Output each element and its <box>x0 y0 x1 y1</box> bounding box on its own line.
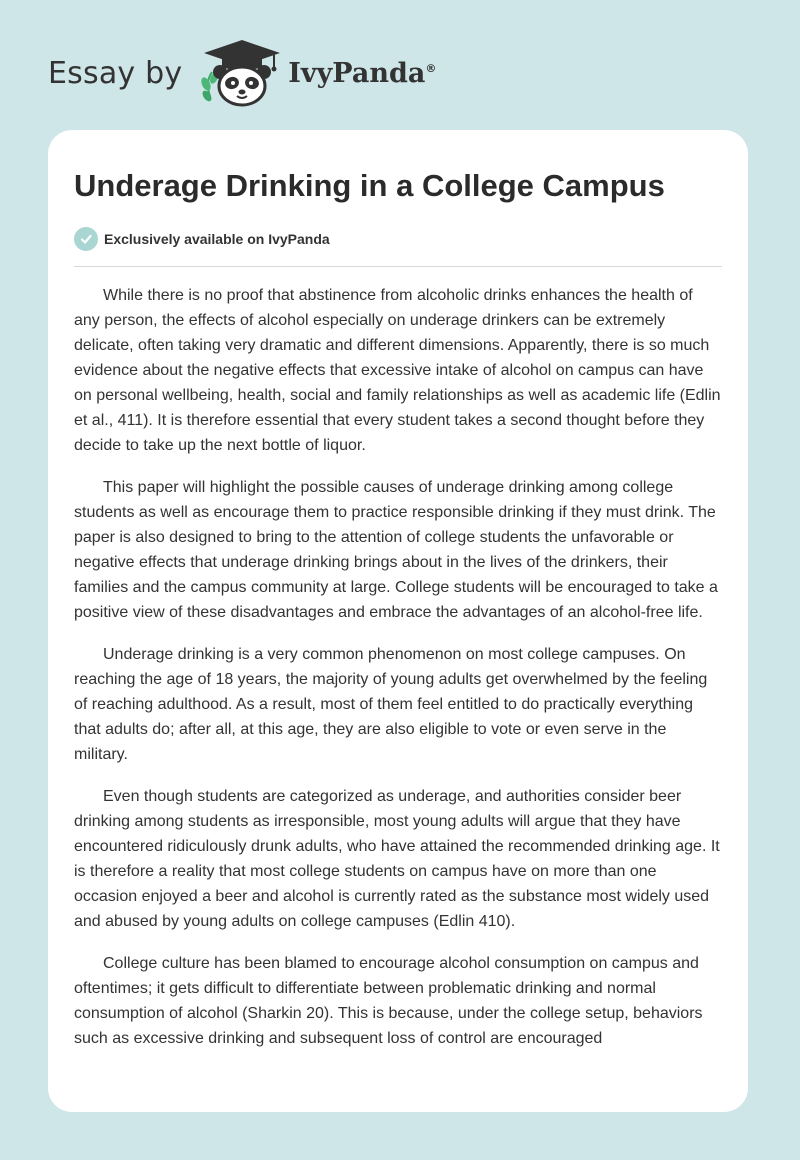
title-divider <box>74 266 722 267</box>
check-icon <box>74 227 98 251</box>
registered-mark: ® <box>425 61 437 75</box>
essay-paragraph: Even though students are categorized as underage, and authorities consider beer drinking among students as irresponsible, most young adults will argue that they have encountered ridiculously drunk adults, who have attained the recommended drinking age. It is therefore a reality that most college students on campus have on more than one occasion enjoyed a beer and alcohol is currently rated as the substance most widely used and abused by young adults on college campuses (Edlin 410). <box>74 788 720 930</box>
essay-card <box>48 130 748 1112</box>
brand-name-text: IvyPanda <box>288 57 426 89</box>
essay-paragraph: While there is no proof that abstinence from alcoholic drinks enhances the health of any person, the effects of alcohol especially on underage drinkers can be extremely delicate, often taking very dramatic and different dimensions. Apparently, there is so much evidence about the negative effects that excessive intake of alcohol on campus can have on personal wellbeing, health, social and family relationships as well as academic life (Edlin et al., 411). It is therefore essential that every student takes a second thought before they decide to take up the next bottle of liquor. <box>74 287 721 454</box>
brand-prefix: Essay by <box>48 55 183 91</box>
essay-paragraph: Underage drinking is a very common phenomenon on most college campuses. On reaching the age of 18 years, the majority of young adults get overwhelmed by the feeling of reaching adulthood. As a result, most of them feel entitled to do practically everything that adults do; after all, at this age, they are also eligible to vote or even serve in the military. <box>74 646 708 763</box>
essay-paragraph: College culture has been blamed to encourage alcohol consumption on campus and oftentimes; it gets difficult to differentiate between problematic drinking and normal consumption of alcohol (Sharkin 20). This is because, under the college setup, behaviors such as excessive drinking and subsequent loss of control are encouraged <box>74 955 703 1047</box>
exclusive-badge-label: Exclusively available on IvyPanda <box>104 231 330 247</box>
brand-header <box>48 38 436 108</box>
exclusive-badge <box>74 226 722 252</box>
essay-title: Underage Drinking in a College Campus <box>74 168 665 203</box>
essay-paragraph: This paper will highlight the possible causes of underage drinking among college students as well as encourage them to practice responsible drinking if they must drink. The paper is also designed to bring to the attention of college students the unfavorable or negative effects that underage drinking brings about in the lives of the drinkers, their families and the campus community at large. College students will be encouraged to take a positive view of these disadvantages and embrace the advantages of an alcohol-free life. <box>74 479 718 621</box>
panda-logo-icon[interactable] <box>196 38 286 108</box>
essay-body <box>74 283 722 1051</box>
brand-name <box>288 58 436 89</box>
